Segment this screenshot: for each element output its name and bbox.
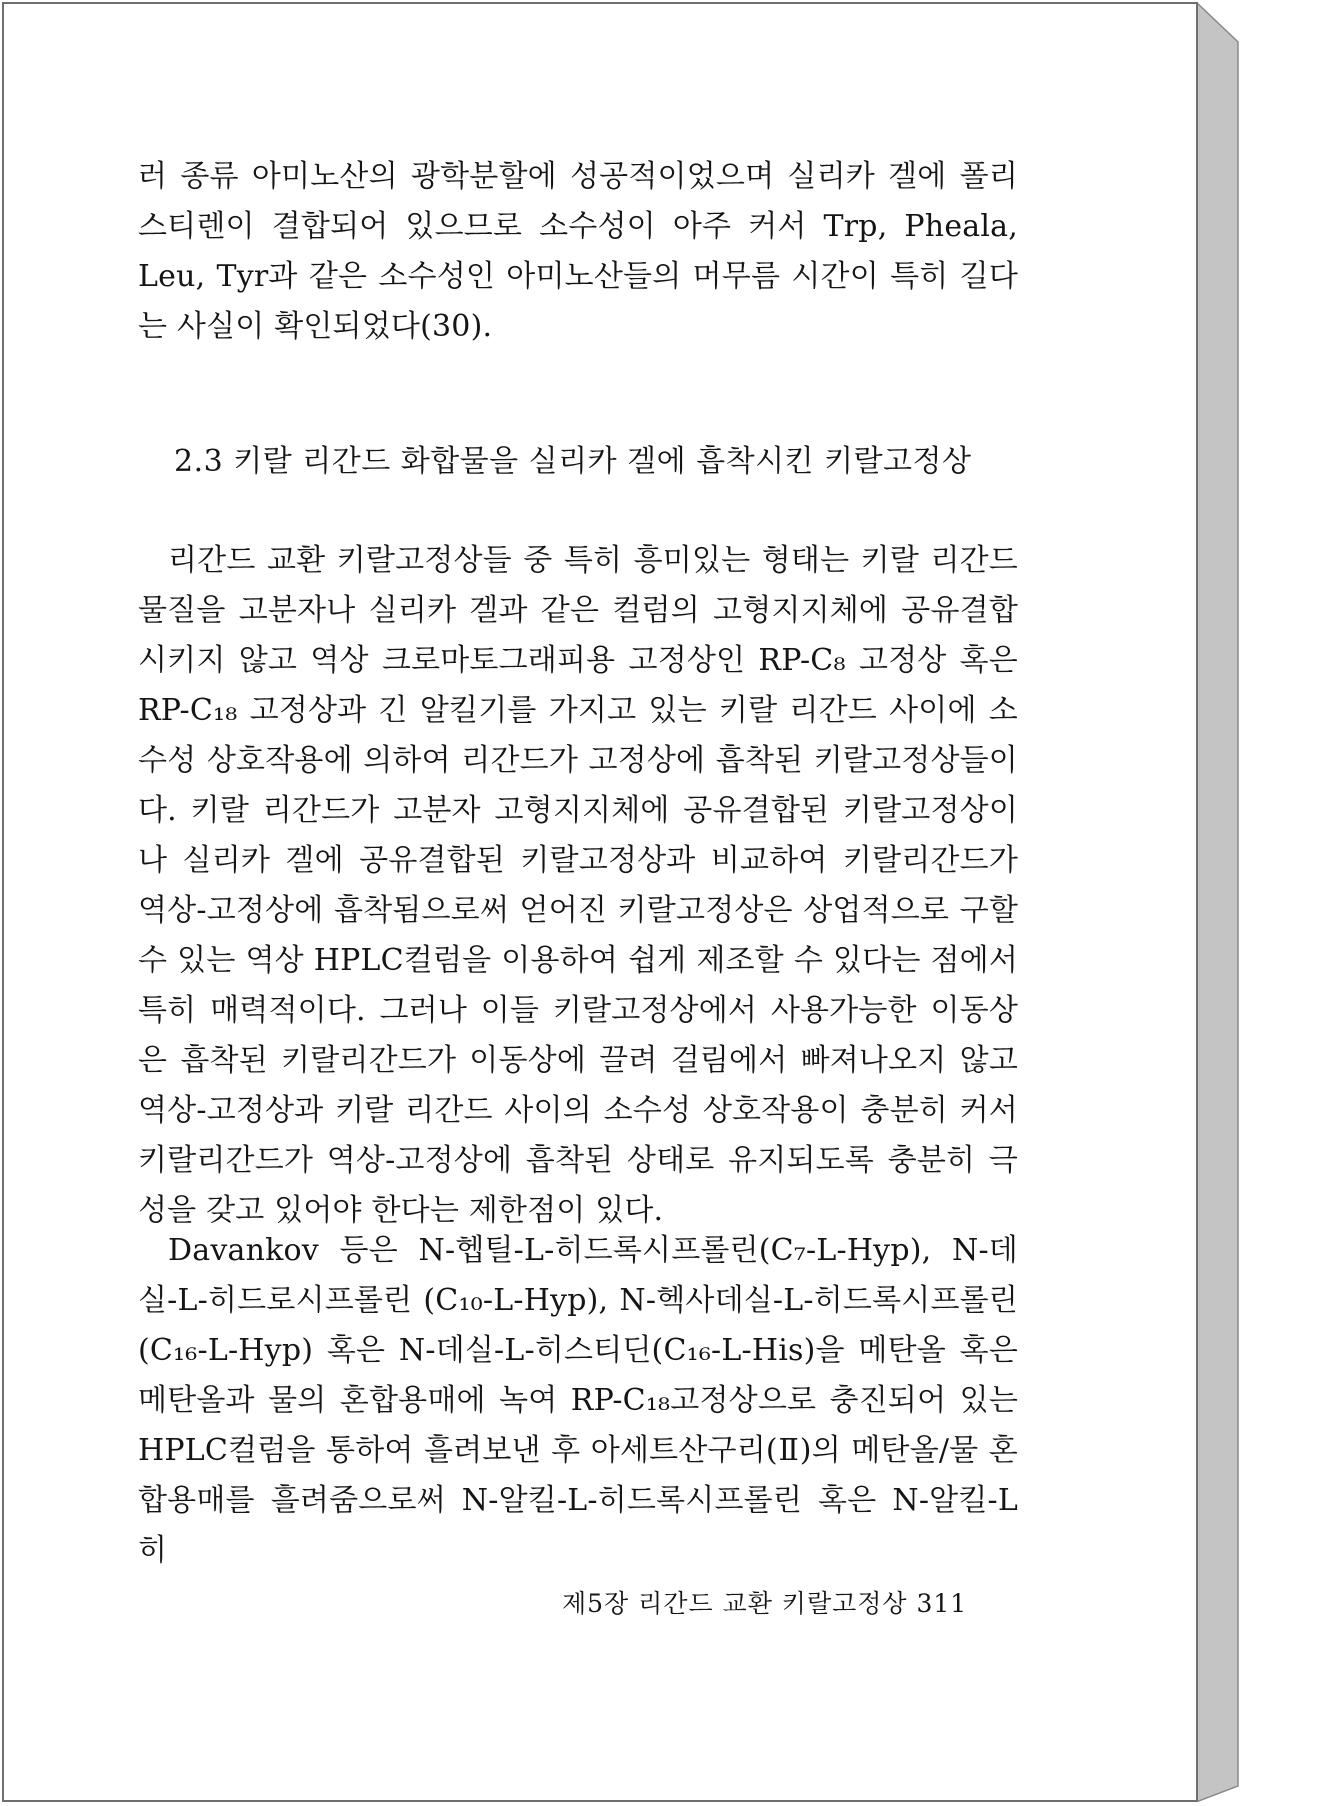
paragraph-intro-text: 러 종류 아미노산의 광학분할에 성공적이었으며 실리카 겔에 폴리스티렌이 결합되어 있으므로 소수성이 아주 커서 Trp, Pheala, Leu, Tyr과 같은 소수성인 아미노산들의 머무름 시간이 특히 길다는 사실이 확인되었다(30). bbox=[138, 159, 1018, 344]
paragraph-davankov-text: Davankov 등은 N-헵틸-L-히드록시프롤린(C₇-L-Hyp), N-데실-L-히드로시프롤린 (C₁₀-L-Hyp), N-헥사데실-L-히드록시프롤린(C₁₆-L-Hyp) 혹은 N-데실-L-히스티딘(C₁₆-L-His)을 메탄올 혹은 메탄올과 물의 혼합용매에 녹여 RP-C₁₈고정상으로 충진되어 있는 HPLC컬럼을 통하여 흘려보낸 후 아세트산구리(Ⅱ)의 메탄올/물 혼합용매를 흘려줌으로써 N-알킬-L-히드록시프롤린 혹은 N-알킬-L히 bbox=[138, 1233, 1018, 1568]
paragraph-chiral-ligand bbox=[138, 536, 1018, 1236]
paragraph-davankov bbox=[138, 1226, 1018, 1576]
book-spine bbox=[1196, 2, 1248, 1802]
paragraph-chiral-ligand-text: 리간드 교환 키랄고정상들 중 특히 흥미있는 형태는 키랄 리간드물질을 고분자나 실리카 겔과 같은 컬럼의 고형지지체에 공유결합시키지 않고 역상 크로마토그래피용 고정상인 RP-C₈ 고정상 혹은 RP-C₁₈ 고정상과 긴 알킬기를 가지고 있는 키랄 리간드 사이에 소수성 상호작용에 의하여 리간드가 고정상에 흡착된 키랄고정상들이다. 키랄 리간드가 고분자 고형지지체에 공유결합된 키랄고정상이나 실리카 겔에 공유결합된 키랄고정상과 비교하여 키랄리간드가 역상-고정상에 흡착됨으로써 얻어진 키랄고정상은 상업적으로 구할 수 있는 역상 HPLC컬럼을 이용하여 쉽게 제조할 수 있다는 점에서 특히 매력적이다. 그러나 이들 키랄고정상에서 사용가능한 이동상은 흡착된 키랄리간드가 이동상에 끌려 걸림에서 빠져나오지 않고 역상-고정상과 키랄 리간드 사이의 소수성 상호작용이 충분히 커서 키랄리간드가 역상-고정상에 흡착된 상태로 유지되도록 충분히 극성을 갖고 있어야 한다는 제한점이 있다. bbox=[138, 543, 1018, 1228]
book-page bbox=[2, 2, 1198, 1802]
section-heading: 2.3 키랄 리간드 화합물을 실리카 겔에 흡착시킨 키랄고정상 bbox=[174, 444, 972, 479]
paragraph-intro bbox=[138, 152, 1018, 352]
page-footer: 제5장 리간드 교환 키랄고정상 311 bbox=[562, 1589, 968, 1618]
